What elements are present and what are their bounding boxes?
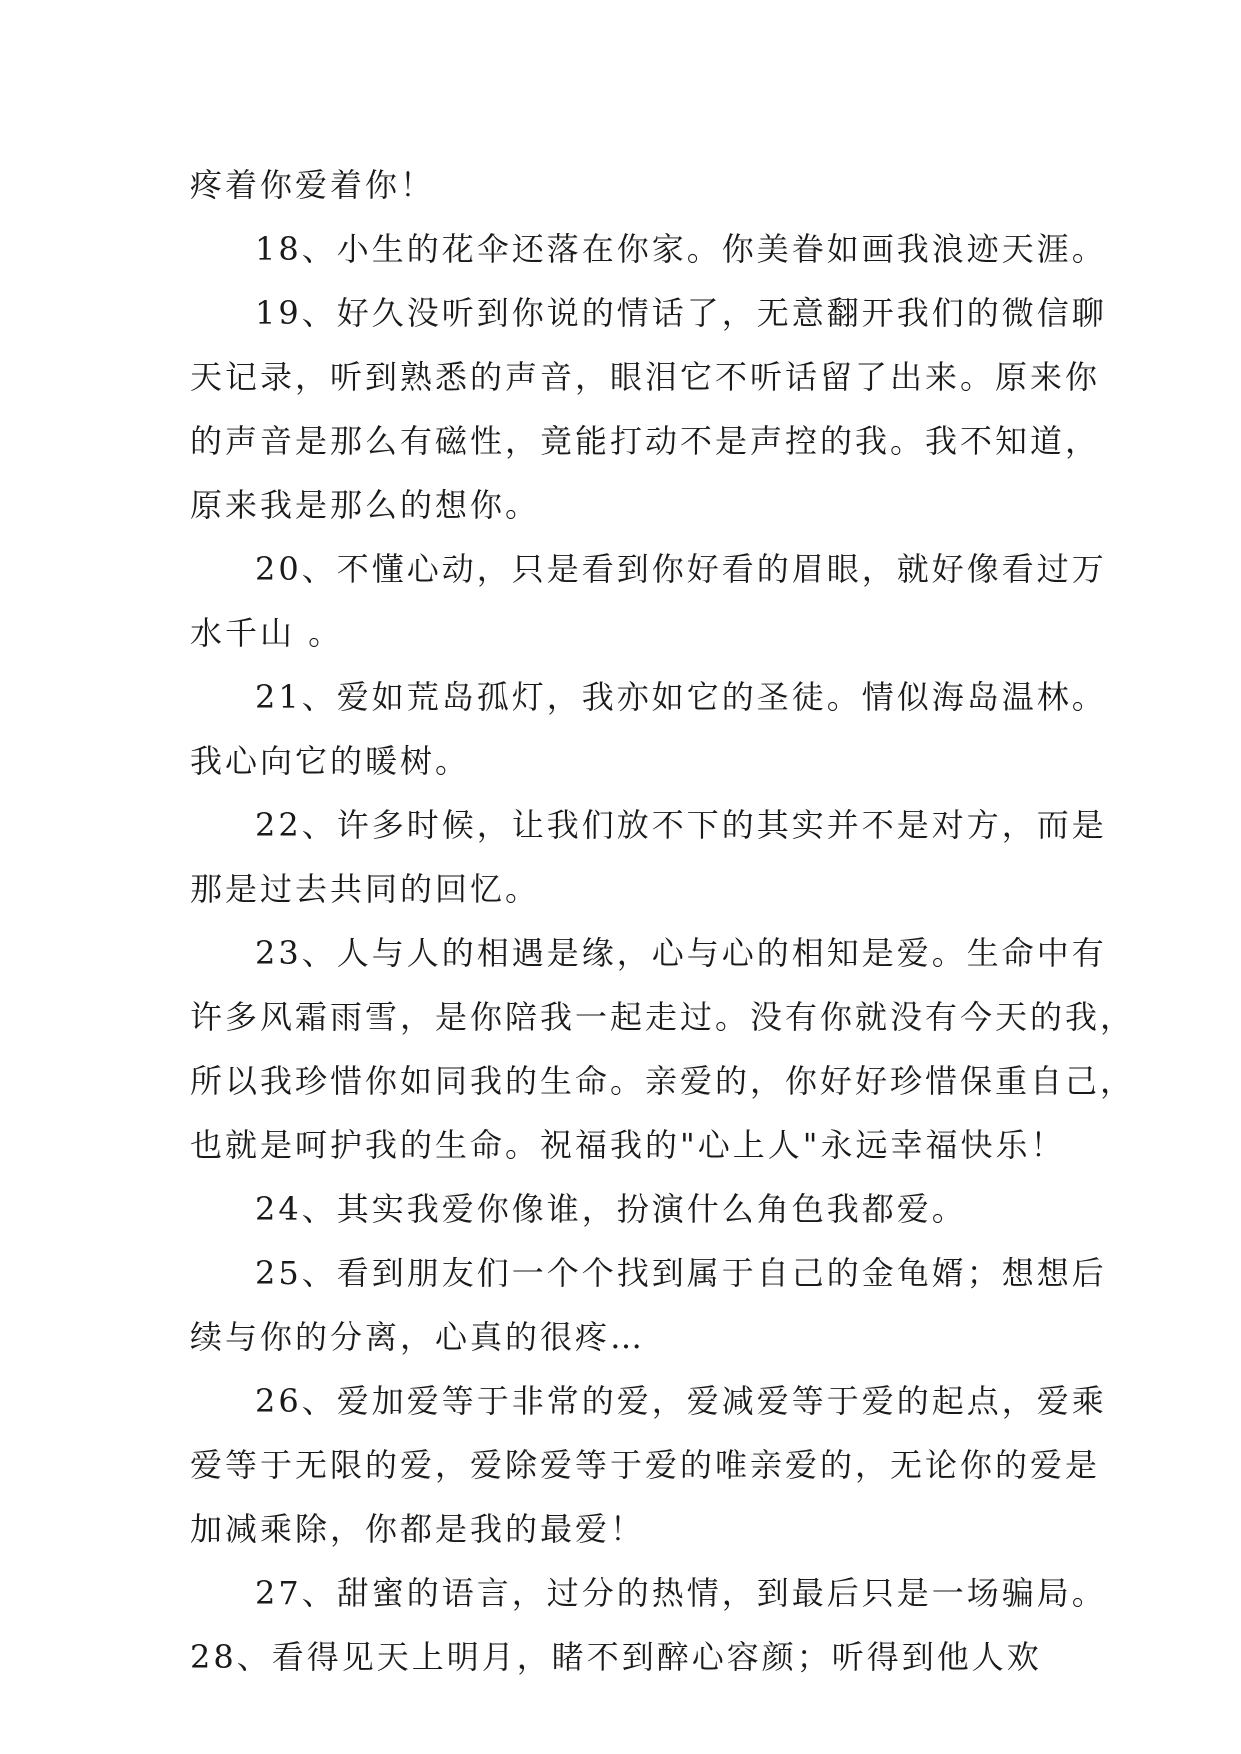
text-line: 25、看到朋友们一个个找到属于自己的金龟婿；想想后 [255, 1254, 1107, 1292]
text-line: 爱等于无限的爱，爱除爱等于爱的唯亲爱的，无论你的爱是 [190, 1446, 1101, 1484]
text-line: 我心向它的暖树。 [190, 742, 471, 780]
text-line: 许多风霜雨雪，是你陪我一起走过。没有你就没有今天的我， [190, 998, 1136, 1036]
text-line: 加减乘除，你都是我的最爱！ [190, 1510, 646, 1548]
text-line: 22、许多时候，让我们放不下的其实并不是对方，而是 [255, 806, 1107, 844]
text-line: 18、小生的花伞还落在你家。你美眷如画我浪迹天涯。 [255, 230, 1107, 268]
text-line: 所以我珍惜你如同我的生命。亲爱的，你好好珍惜保重自己， [190, 1062, 1136, 1100]
text-line: 原来我是那么的想你。 [190, 486, 541, 524]
text-line: 疼着你爱着你！ [190, 166, 436, 204]
text-line: 20、不懂心动，只是看到你好看的眉眼，就好像看过万 [255, 550, 1107, 588]
text-line: 水千山 。 [190, 614, 344, 652]
text-line: 26、爱加爱等于非常的爱，爱减爱等于爱的起点，爱乘 [255, 1382, 1107, 1420]
text-line: 21、爱如荒岛孤灯，我亦如它的圣徒。情似海岛温林。 [255, 678, 1107, 716]
text-line: 也就是呵护我的生命。祝福我的"心上人"永远幸福快乐！ [190, 1126, 1066, 1164]
text-line: 23、人与人的相遇是缘，心与心的相知是爱。生命中有 [255, 934, 1107, 972]
text-line: 那是过去共同的回忆。 [190, 870, 541, 908]
text-line: 的声音是那么有磁性，竟能打动不是声控的我。我不知道， [190, 422, 1101, 460]
text-line: 天记录，听到熟悉的声音，眼泪它不听话留了出来。原来你 [190, 358, 1101, 396]
text-line: 27、甜蜜的语言，过分的热情，到最后只是一场骗局。 [255, 1574, 1107, 1612]
text-line: 24、其实我爱你像谁，扮演什么角色我都爱。 [255, 1190, 967, 1228]
text-line: 续与你的分离，心真的很疼… [190, 1318, 646, 1356]
text-line: 19、好久没听到你说的情话了，无意翻开我们的微信聊 [255, 294, 1107, 332]
text-line: 28、看得见天上明月，睹不到醉心容颜；听得到他人欢 [190, 1638, 1042, 1676]
